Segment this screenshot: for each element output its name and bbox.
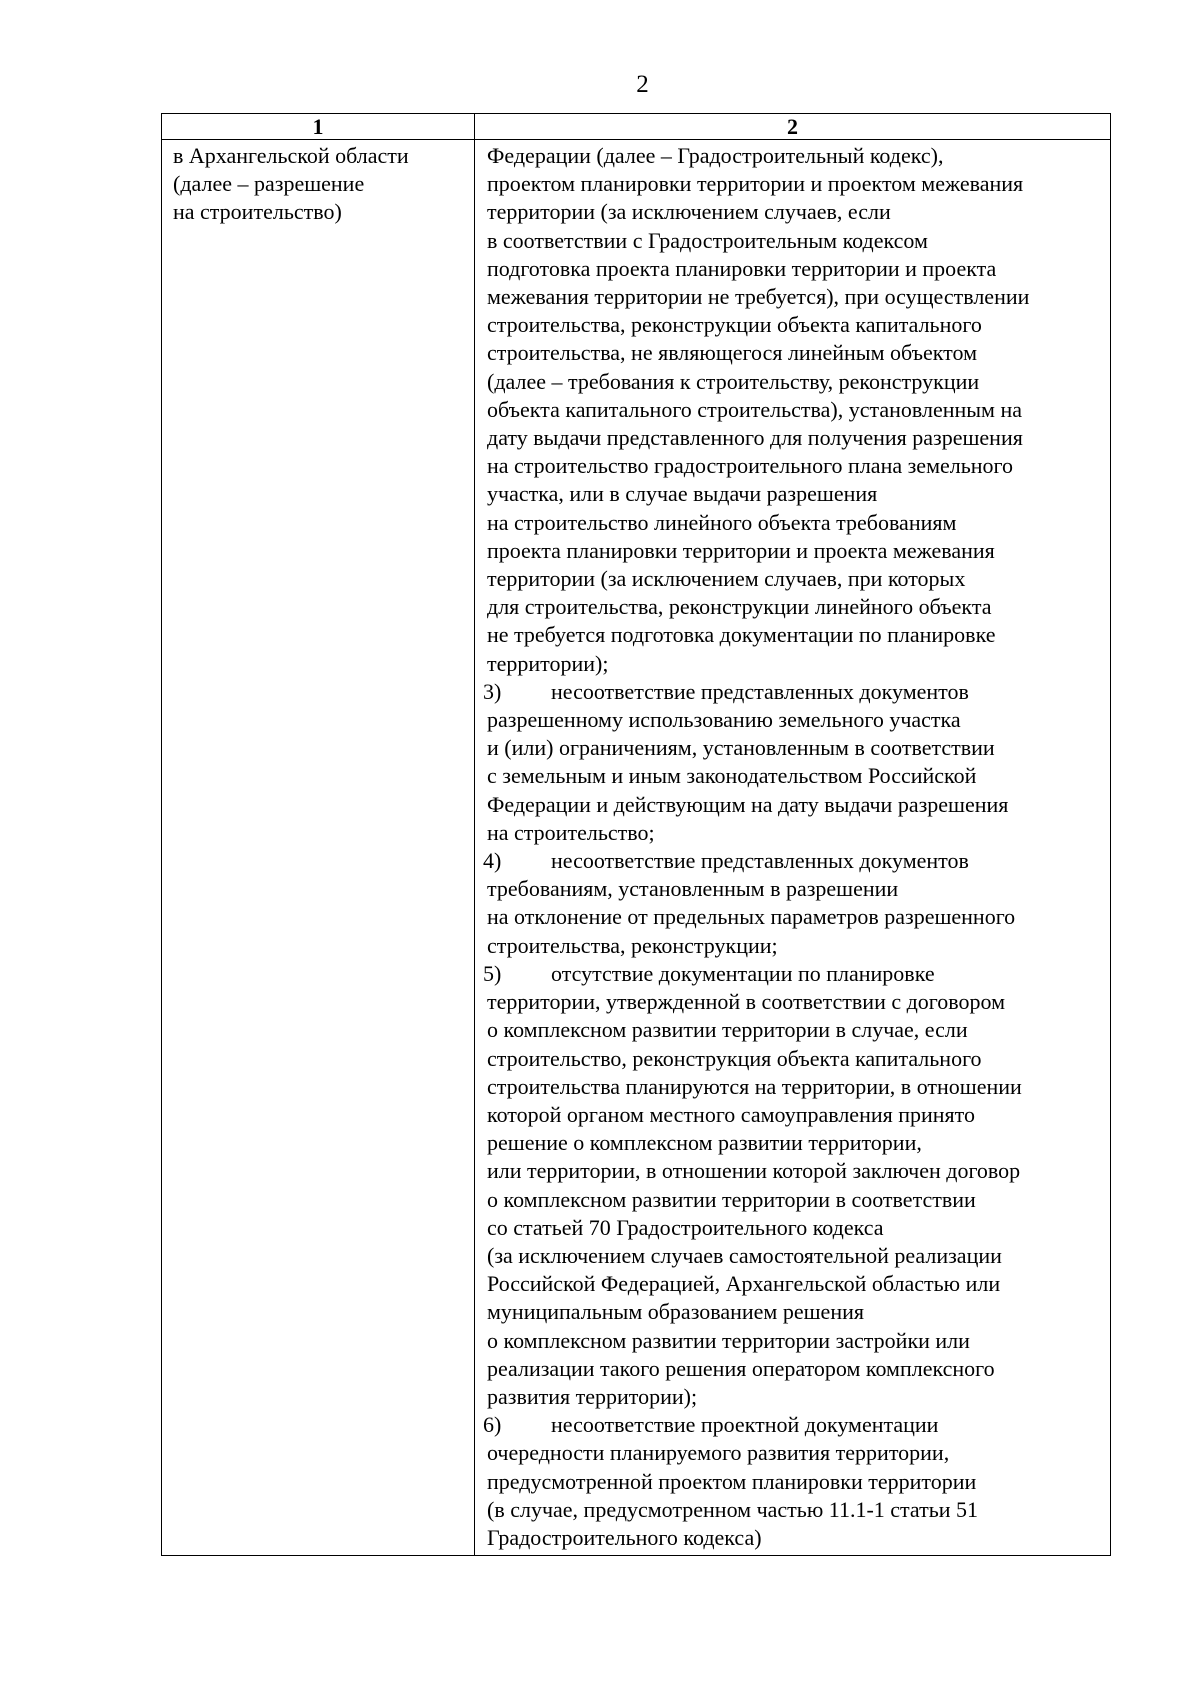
right-cell-text-line: строительства, реконструкции объекта капитального [487, 312, 982, 338]
content-table [161, 113, 1111, 1556]
list-item-5-line: строительство, реконструкция объекта капитального [487, 1045, 982, 1071]
page-number: 2 [636, 71, 649, 98]
list-item-3-number: 3) [483, 678, 502, 704]
list-item-5-continuation [487, 988, 1106, 1411]
left-cell [162, 140, 475, 1556]
list-item-3-line: Федерации и действующим на дату выдачи разрешения [487, 791, 1009, 817]
right-cell-text-line: территории); [487, 650, 609, 676]
right-cell-text-line: межевания территории не требуется), при осуществлении [487, 284, 1030, 310]
list-item-5-line: развития территории); [487, 1383, 698, 1409]
table-row [162, 140, 1111, 1556]
left-cell-text-line: на строительство) [173, 199, 342, 225]
list-item-4-first-line [483, 847, 1106, 875]
right-cell-text-line: не требуется подготовка документации по планировке [487, 622, 996, 648]
right-cell-text-line: на строительство линейного объекта требованиям [487, 509, 957, 535]
list-item-6-line: (в случае, предусмотренном частью 11.1-1 статьи 51 [487, 1496, 979, 1522]
list-item-5-line: о комплексном развитии территории в соответствии [487, 1186, 976, 1212]
list-item-5-line: Российской Федерацией, Архангельской областью или [487, 1271, 1001, 1297]
right-cell-text-line: территории (за исключением случаев, при которых [487, 566, 966, 592]
list-item-5-line: решение о комплексном развитии территории, [487, 1130, 922, 1156]
list-item-6-continuation [487, 1439, 1106, 1552]
list-item-3-first-line [483, 678, 1106, 706]
list-item-5-line: территории, утвержденной в соответствии с договором [487, 989, 1006, 1015]
list-item-4-line: на отклонение от предельных параметров разрешенного [487, 904, 1016, 930]
list-item-6-number: 6) [483, 1412, 502, 1438]
right-cell-text-line: территории (за исключением случаев, если [487, 199, 891, 225]
list-item-5-line: реализации такого решения оператором комплексного [487, 1355, 995, 1381]
right-cell-text-line: проектом планировки территории и проектом межевания [487, 171, 1024, 197]
list-item-4-continuation [487, 875, 1106, 960]
list-item-6-text: несоответствие проектной документации [551, 1412, 939, 1438]
list-item-5-line: о комплексном развитии территории в случае, если [487, 1017, 968, 1043]
list-item-5-line: или территории, в отношении которой заключен договор [487, 1158, 1021, 1184]
right-cell-text-line: на строительство градостроительного плана земельного [487, 453, 1014, 479]
list-item-6-line: предусмотренной проектом планировки территории [487, 1468, 977, 1494]
list-item-5-line: (за исключением случаев самостоятельной реализации [487, 1242, 1002, 1268]
list-item-6-line: очередности планируемого развития территории, [487, 1440, 950, 1466]
list-item-3-line: с земельным и иным законодательством Российской [487, 763, 977, 789]
list-item-4-text: несоответствие представленных документов [551, 848, 969, 874]
list-item-5-number: 5) [483, 960, 502, 986]
right-cell-text-line: подготовка проекта планировки территории и проекта [487, 255, 997, 281]
list-item-4-line: строительства, реконструкции; [487, 932, 778, 958]
list-item-3-line: и (или) ограничениям, установленным в соответствии [487, 735, 995, 761]
right-cell-text-line: строительства, не являющегося линейным объектом [487, 340, 978, 366]
left-cell-text-line: в Архангельской области [173, 143, 409, 168]
list-item-3-line: разрешенному использованию земельного участка [487, 707, 961, 733]
list-item-5-line: строительства планируются на территории, в отношении [487, 1073, 1022, 1099]
right-cell-text-line: в соответствии с Градостроительным кодексом [487, 227, 928, 253]
right-cell [475, 140, 1111, 1556]
right-cell-text-line: дату выдачи представленного для получения разрешения [487, 425, 1023, 451]
column-header-2: 2 [475, 114, 1111, 140]
table-header-row [162, 114, 1111, 140]
right-cell-intro-text [487, 142, 1106, 678]
list-item-5-line: муниципальным образованием решения [487, 1299, 864, 1325]
list-item-3-text: несоответствие представленных документов [551, 678, 969, 704]
column-header-1: 1 [162, 114, 475, 140]
list-item-4-line: требованиям, установленным в разрешении [487, 876, 899, 902]
list-item-5-line: которой органом местного самоуправления принято [487, 1101, 975, 1127]
list-item-6-line: Градостроительного кодекса) [487, 1524, 762, 1550]
right-cell-text-line: участка, или в случае выдачи разрешения [487, 481, 878, 507]
list-item-5-line: со статьей 70 Градостроительного кодекса [487, 1214, 884, 1240]
list-item-3-continuation [487, 706, 1106, 847]
right-cell-text-line: Федерации (далее – Градостроительный кодекс), [487, 143, 944, 168]
right-cell-text-line: (далее – требования к строительству, реконструкции [487, 368, 980, 394]
list-item-5-first-line [483, 960, 1106, 988]
right-cell-text-line: объекта капитального строительства), установленным на [487, 396, 1023, 422]
left-cell-text-line: (далее – разрешение [173, 171, 365, 197]
right-cell-text-line: проекта планировки территории и проекта межевания [487, 537, 995, 563]
list-item-6-first-line [483, 1411, 1106, 1439]
right-cell-text-line: для строительства, реконструкции линейного объекта [487, 594, 992, 620]
list-item-3-line: на строительство; [487, 819, 655, 845]
list-item-5-line: о комплексном развитии территории застройки или [487, 1327, 970, 1353]
list-item-4-number: 4) [483, 848, 502, 874]
left-cell-text [173, 142, 468, 227]
list-item-5-text: отсутствие документации по планировке [551, 960, 935, 986]
